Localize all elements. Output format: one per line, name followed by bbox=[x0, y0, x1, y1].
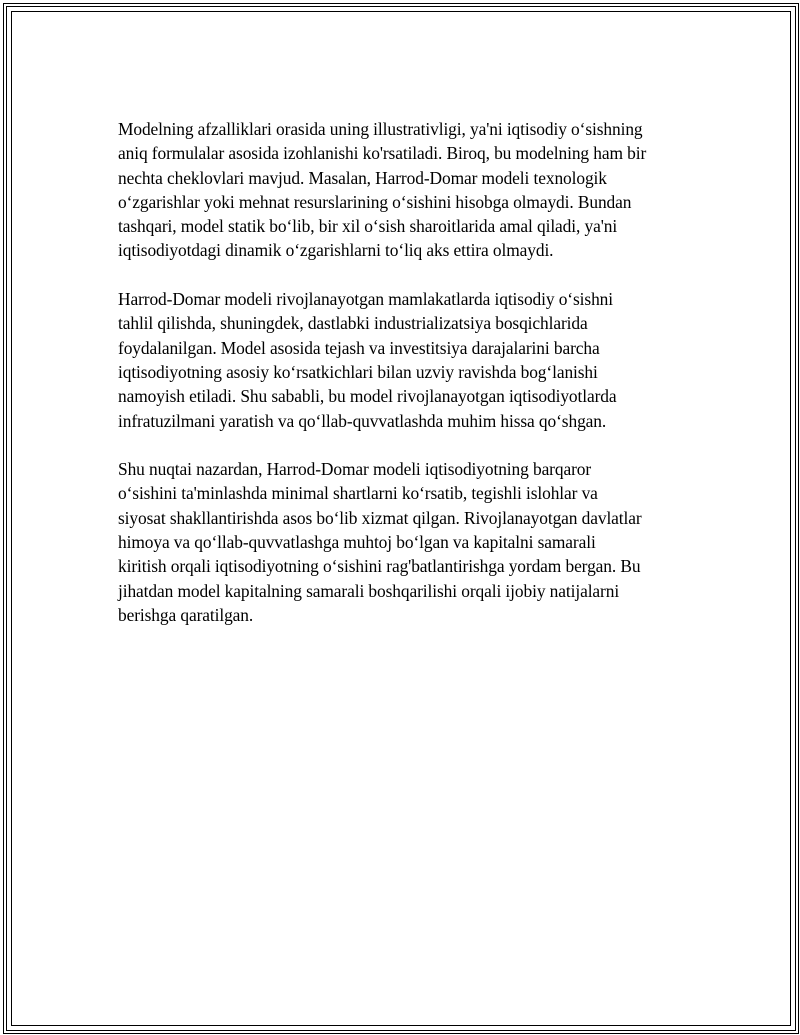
paragraph-1 bbox=[118, 117, 688, 263]
paragraph-line: Modelning afzalliklari orasida uning illustrativligi, ya'ni iqtisodiy o‘sishning bbox=[118, 119, 643, 139]
paragraph-line: nechta cheklovlari mavjud. Masalan, Harrod-Domar modeli texnologik bbox=[118, 167, 607, 188]
paragraph-line: tashqari, model statik bo‘lib, bir xil o‘sish sharoitlarida amal qiladi, ya'ni bbox=[118, 216, 618, 237]
paragraph-line: Shu nuqtai nazardan, Harrod-Domar modeli iqtisodiyotning barqaror bbox=[118, 459, 592, 480]
paragraph-line: o‘zgarishlar yoki mehnat resurslarining o‘sishini hisobga olmaydi. Bundan bbox=[118, 191, 632, 212]
paragraph-line: himoya va qo‘llab-quvvatlashga muhtoj bo‘lgan va kapitalni samarali bbox=[118, 532, 596, 553]
paragraph-line: berishga qaratilgan. bbox=[118, 604, 254, 625]
paragraph-line: jihatdan model kapitalning samarali boshqarilishi orqali ijobiy natijalarni bbox=[118, 580, 620, 601]
paragraph-line: Harrod-Domar modeli rivojlanayotgan mamlakatlarda iqtisodiy o‘sishni bbox=[118, 289, 613, 310]
paragraph-line: aniq formulalar asosida izohlanishi ko'rsatiladi. Biroq, bu modelning ham bir bbox=[118, 143, 647, 164]
paragraph-line: tahlil qilishda, shuningdek, dastlabki industrializatsiya bosqichlarida bbox=[118, 313, 588, 334]
paragraph-line: iqtisodiyotdagi dinamik o‘zgarishlarni to‘liq aks ettira olmaydi. bbox=[118, 240, 554, 261]
paragraph-line: siyosat shakllantirishda asos bo‘lib xizmat qilgan. Rivojlanayotgan davlatlar bbox=[118, 507, 642, 528]
paragraph-line: infratuzilmani yaratish va qo‘llab-quvvatlashda muhim hissa qo‘shgan. bbox=[118, 410, 607, 431]
paragraph-2 bbox=[118, 287, 688, 433]
paragraph-line: kiritish orqali iqtisodiyotning o‘sishini rag'batlantirishga yordam bergan. Bu bbox=[118, 556, 641, 577]
paragraph-line: o‘sishini ta'minlashda minimal shartlarni ko‘rsatib, tegishli islohlar va bbox=[118, 483, 598, 504]
paragraph-line: namoyish etiladi. Shu sababli, bu model rivojlanayotgan iqtisodiyotlarda bbox=[118, 386, 617, 407]
paragraph-line: foydalanilgan. Model asosida tejash va investitsiya darajalarini barcha bbox=[118, 337, 600, 358]
paragraph-3 bbox=[118, 457, 688, 627]
document-body bbox=[118, 117, 688, 652]
paragraph-line: iqtisodiyotning asosiy ko‘rsatkichlari bilan uzviy ravishda bog‘lanishi bbox=[118, 361, 598, 382]
